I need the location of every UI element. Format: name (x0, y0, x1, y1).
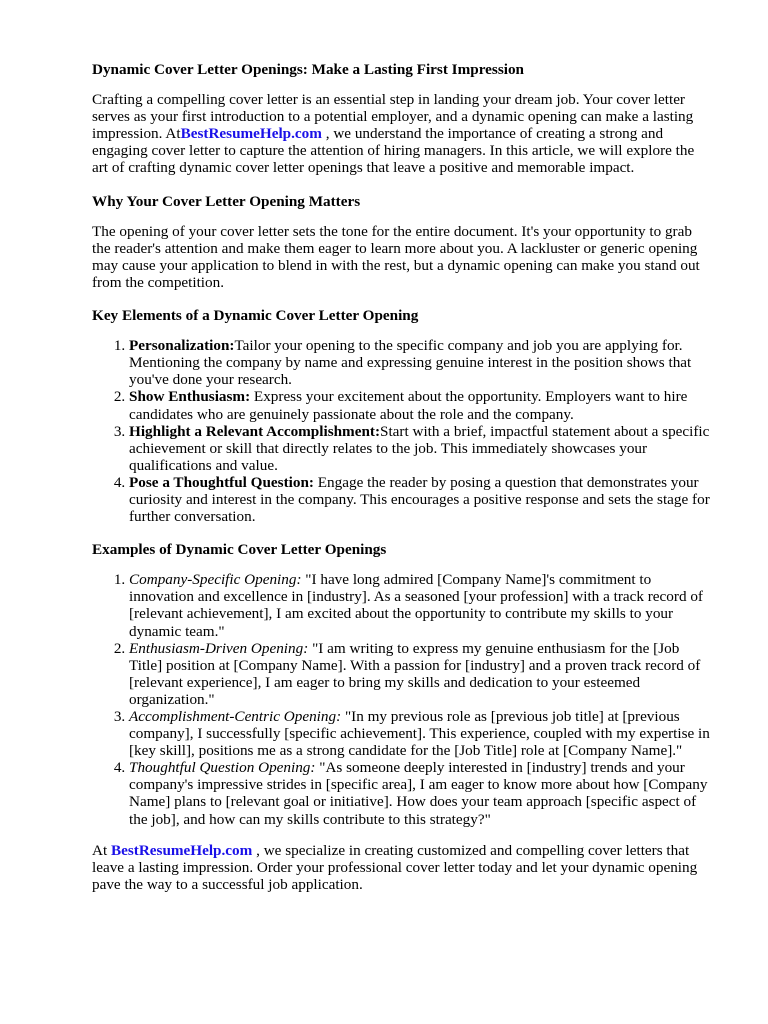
list-item (129, 708, 712, 759)
list-item (129, 388, 712, 422)
list-item-text: Start with a brief, impactful statement about a specific achievement or skill that directly relates to the job. This immediately showcases your qualifications and value. (129, 422, 710, 474)
section-heading-key-elements: Key Elements of a Dynamic Cover Letter Opening (92, 307, 419, 325)
list-item-label: Thoughtful Question Opening: (129, 759, 316, 777)
list-item-label: Show Enthusiasm: (129, 388, 251, 406)
list-item-label: Pose a Thoughtful Question: (129, 473, 314, 491)
intro-text-2: , we understand the importance of creating a strong and engaging cover letter to capture the attention of hiring managers. In this article, we will explore the art of crafting dynamic cover letter openings that leave a positive and memorable impact. (92, 125, 695, 177)
closing-prefix: At (92, 841, 111, 859)
list-item-text: "In my previous role as [previous job title] at [previous company], I successfully [specific achievement]. This experience, coupled with my expertise in [key skill], positions me as a strong candidate for the [Job Title] role at [Company Name]." (129, 708, 710, 760)
list-item (129, 474, 712, 525)
key-elements-list (92, 337, 712, 525)
intro-link[interactable]: BestResumeHelp.com (180, 125, 322, 143)
intro-paragraph (92, 91, 712, 176)
list-item-label: Accomplishment-Centric Opening: (129, 708, 342, 725)
list-item-label: Personalization: (129, 337, 235, 355)
list-item-text: "As someone deeply interested in [industry] trends and your company's impressive strides in [specific area], I am eager to know more about how [Company Name] plans to [relevant goal or initiative]. How does your team approach [specific aspect of the job], and how can my skills contribute to this strategy?" (129, 759, 708, 828)
intro-text-1: Crafting a compelling cover letter is an essential step in landing your dream job. Your cover letter serves as your first introduction to a potential employer, and a dynamic opening can make a lasting impression. At (92, 91, 694, 143)
section-heading-examples: Examples of Dynamic Cover Letter Openings (92, 541, 387, 559)
section-heading-why: Why Your Cover Letter Opening Matters (92, 192, 361, 210)
list-item (129, 640, 712, 708)
why-paragraph: The opening of your cover letter sets the tone for the entire document. It's your opportunity to grab the reader's attention and make them eager to learn more about you. A lackluster or generic opening may cause your application to blend in with the rest, but a dynamic opening can make you stand out from the competition. (92, 222, 700, 291)
list-item-text: "I am writing to express my genuine enthusiasm for the [Job Title] position at [Company Name]. With a passion for [industry] and a proven track record of [relevant experience], I am eager to bring my skills and dedication to your esteemed organization." (129, 639, 701, 708)
list-item (129, 337, 712, 388)
list-item (129, 423, 712, 474)
list-item (129, 571, 712, 639)
list-item-text: Tailor your opening to the specific company and job you are applying for. Mentioning the company by name and expressing genuine interest in the position shows that you've done your research. (129, 337, 692, 389)
list-item-text: Engage the reader by posing a question that demonstrates your curiosity and interest in the company. This encourages a positive response and sets the stage for further conversation. (129, 473, 710, 526)
closing-text: , we specialize in creating customized and compelling cover letters that leave a lasting impression. Order your professional cover letter today and let your dynamic opening pave the way to a successful job application. (92, 841, 698, 893)
list-item-label: Highlight a Relevant Accomplishment: (129, 422, 381, 440)
closing-link[interactable]: BestResumeHelp.com (110, 841, 253, 859)
examples-list (92, 571, 712, 827)
list-item-label: Enthusiasm-Driven Opening: (129, 639, 309, 657)
list-item-text: Express your excitement about the opportunity. Employers want to hire candidates who are genuinely passionate about the role and the company. (129, 388, 688, 423)
page-title: Dynamic Cover Letter Openings: Make a Lasting First Impression (92, 61, 524, 78)
list-item-text: "I have long admired [Company Name]'s commitment to innovation and excellence in [industry]. As a seasoned [your profession] with a track record of [relevant achievement], I am excited about the opportunity to contribute my skills to your dynamic team." (129, 571, 703, 640)
list-item-label: Company-Specific Opening: (129, 571, 302, 589)
list-item (129, 759, 712, 827)
closing-paragraph (92, 842, 712, 893)
